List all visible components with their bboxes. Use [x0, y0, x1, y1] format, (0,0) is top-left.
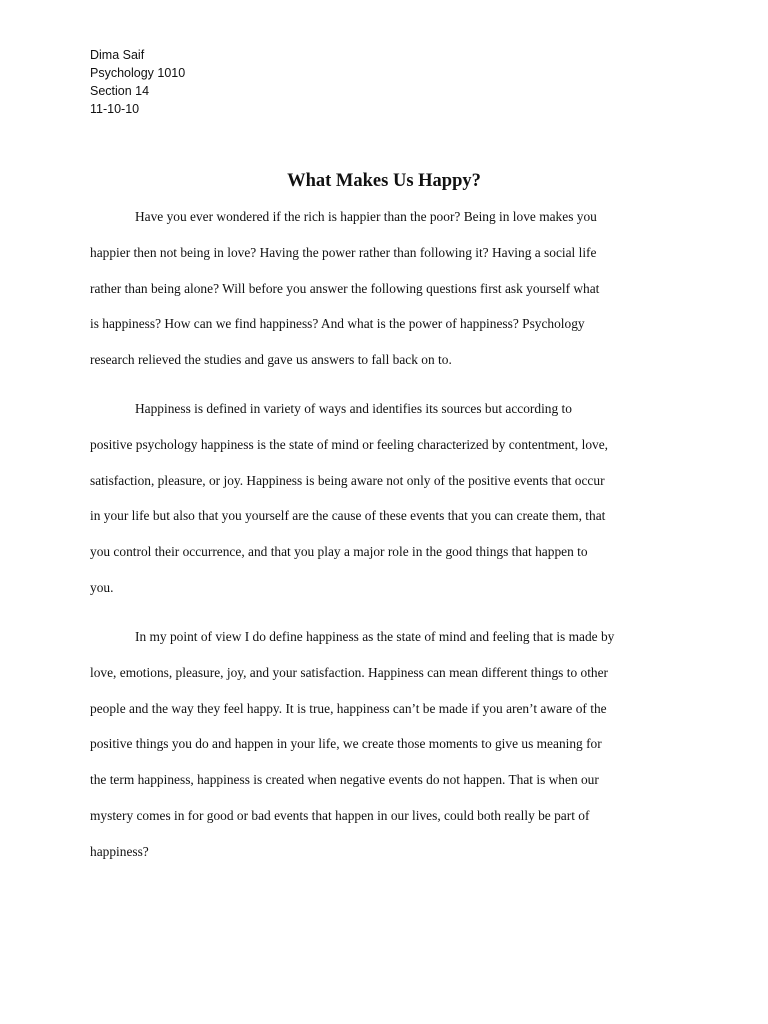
paragraph-line: you. [90, 579, 114, 595]
document-date: 11-10-10 [90, 102, 140, 116]
paragraph-line: positive things you do and happen in your life, we create those moments to give us meaning for [90, 736, 602, 752]
paragraph-line: rather than being alone? Will before you answer the following questions first ask yourself what [90, 280, 600, 296]
paragraph-line: mystery comes in for good or bad events that happen in our lives, could both really be part of [90, 807, 590, 823]
paragraph-line: Happiness is defined in variety of ways and identifies its sources but according to [135, 401, 572, 416]
essay-title: What Makes Us Happy? [287, 171, 481, 191]
paragraph-line: research relieved the studies and gave us answers to fall back on to. [90, 352, 452, 368]
paragraph-line: is happiness? How can we find happiness? And what is the power of happiness? Psychology [90, 316, 585, 332]
paragraph-line: Have you ever wondered if the rich is happier than the poor? Being in love makes you [135, 209, 597, 224]
paragraph-line: love, emotions, pleasure, joy, and your satisfaction. Happiness can mean different things to other [90, 664, 609, 680]
student-name: Dima Saif [90, 48, 145, 62]
paragraph-line: positive psychology happiness is the state of mind or feeling characterized by contentment, love, [90, 436, 608, 452]
paragraph-1 [90, 199, 680, 378]
paragraph-line: you control their occurrence, and that you play a major role in the good things that happen to [90, 544, 588, 560]
paragraph-2 [90, 391, 680, 606]
paragraph-line: happier then not being in love? Having the power rather than following it? Having a social life [90, 244, 597, 260]
paragraph-line: the term happiness, happiness is created when negative events do not happen. That is when our [90, 772, 599, 788]
paragraph-line: satisfaction, pleasure, or joy. Happiness is being aware not only of the positive events that occur [90, 472, 605, 488]
student-header [90, 46, 185, 118]
course-name: Psychology 1010 [90, 66, 186, 80]
section-number: Section 14 [90, 84, 150, 98]
paragraph-line: people and the way they feel happy. It is true, happiness can’t be made if you aren’t aware of the [90, 700, 607, 716]
paragraph-line: in your life but also that you yourself are the cause of these events that you can create them, that [90, 508, 606, 524]
paragraph-line: In my point of view I do define happiness as the state of mind and feeling that is made by [135, 629, 615, 644]
paragraph-3 [90, 619, 680, 870]
paragraph-line: happiness? [90, 843, 149, 859]
